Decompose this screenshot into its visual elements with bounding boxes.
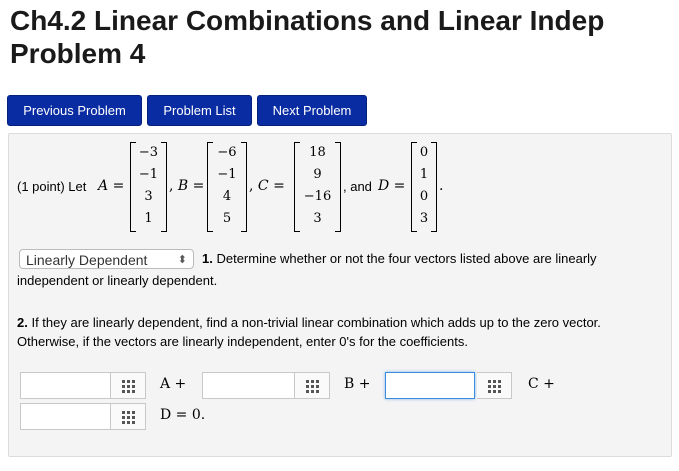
coefficient-b-input[interactable] [202, 372, 295, 399]
vector-b-entry: 5 [222, 211, 232, 226]
problem-list-button[interactable]: Problem List [147, 95, 252, 126]
vector-c-entry: 9 [313, 167, 322, 182]
question-2-text: If they are linearly dependent, find a non-trivial linear combination which adds up to the zero vector. [31, 315, 601, 330]
vector-d-entry: 3 [419, 211, 429, 226]
question-1-line-2: independent or linearly dependent. [17, 273, 218, 288]
updown-arrow-icon: ⬍ [177, 254, 187, 266]
question-1-number: 1. [202, 251, 213, 266]
question-2-line-2: Otherwise, if the vectors are linearly independent, enter 0's for the coefficients. [17, 334, 468, 349]
vector-d-name: D [378, 178, 390, 194]
label-a-eq: A = [98, 178, 125, 194]
vector-b-entry: −1 [217, 167, 237, 182]
and-text: , and [343, 179, 372, 194]
matrix-entry-icon[interactable] [111, 403, 146, 430]
dependence-select[interactable] [19, 249, 194, 269]
question-1-line-1 [202, 251, 597, 266]
points-prefix: (1 point) Let [17, 179, 87, 194]
question-2-line-1 [17, 315, 601, 330]
vector-a-entry: 1 [144, 211, 153, 226]
page-heading: Ch4.2 Linear Combinations and Linear Indep [10, 5, 605, 36]
page-title [10, 4, 679, 70]
coefficient-a-label: A + [160, 376, 187, 392]
problem-heading: Problem 4 [10, 38, 146, 69]
coefficient-c-label: C + [528, 376, 555, 392]
vector-d-entry: 0 [419, 189, 429, 204]
vector-a-name: A [98, 178, 109, 194]
coefficient-d-input[interactable] [20, 403, 111, 430]
vector-c-entry: −16 [303, 189, 332, 204]
period-text: . [439, 178, 444, 194]
label-b-eq: , B = [169, 178, 205, 194]
matrix-entry-icon[interactable] [295, 372, 330, 399]
vector-b-entry: −6 [217, 145, 237, 160]
vector-a-matrix [130, 142, 167, 232]
previous-problem-button[interactable]: Previous Problem [7, 95, 142, 126]
question-2-number: 2. [17, 315, 28, 330]
matrix-entry-icon[interactable] [111, 372, 146, 399]
coefficient-c-input[interactable] [385, 372, 475, 399]
vector-b-matrix [207, 142, 247, 232]
next-problem-button[interactable]: Next Problem [257, 95, 367, 126]
vector-d-matrix [411, 142, 437, 232]
question-1-text: Determine whether or not the four vectors listed above are linearly [216, 251, 597, 266]
coefficient-b-label: B + [344, 376, 371, 392]
vector-a-entry: −1 [138, 167, 159, 182]
vector-c-entry: 18 [309, 145, 326, 160]
vector-b-entry: 4 [222, 189, 232, 204]
label-c-eq: , C = [249, 178, 285, 194]
vector-c-name: C [257, 178, 269, 194]
vector-a-entry: −3 [138, 145, 159, 160]
dependence-select-value: Linearly Dependent [26, 252, 148, 268]
matrix-entry-icon[interactable] [477, 372, 512, 399]
vector-c-matrix [294, 142, 341, 232]
vector-d-entry: 0 [419, 145, 429, 160]
label-d-eq: D = [378, 178, 406, 194]
vector-c-entry: 3 [313, 211, 322, 226]
vector-d-entry: 1 [419, 167, 429, 182]
coefficient-d-label: D = 0. [160, 407, 206, 423]
vector-b-name: B [177, 178, 189, 194]
coefficient-a-input[interactable] [20, 372, 111, 399]
vector-a-entry: 3 [144, 189, 153, 204]
